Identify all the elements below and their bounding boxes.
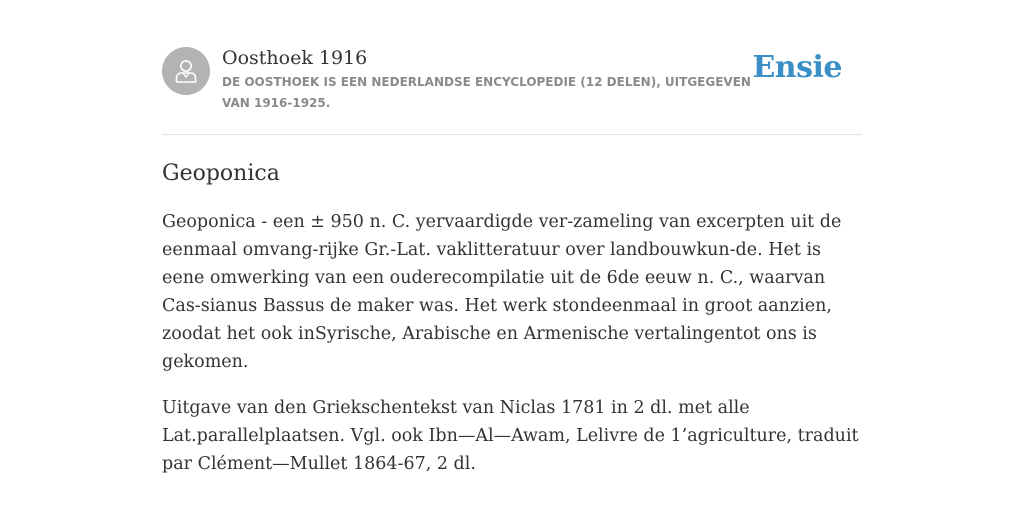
source-description: DE OOSTHOEK IS EEN NEDERLANDSE ENCYCLOPEDIE (12 DELEN), UITGEGEVEN VAN 1916-1925. (222, 75, 751, 110)
article-title: Geoponica (162, 161, 280, 186)
source-header (162, 44, 862, 135)
source-title[interactable]: Oosthoek 1916 (222, 47, 368, 69)
article-container (162, 44, 862, 478)
user-icon (173, 58, 199, 84)
article-paragraph-1: Geoponica - een ± 950 n. C. yervaardigde ver-zameling van excerpten uit de eenmaal omvang-rijke Gr.-Lat. vaklitteratuur over landbouwkun-de. Het is eene omwerking van een ouderecompilatie uit de 6de eeuw n. C., waarvan Cas-sianus Bassus de maker was. Het werk stondeenmaal in groot aanzien, zoodat het ook inSyrische, Arabische en Armenische vertalingentot ons is gekomen. (162, 212, 842, 372)
ensie-logo[interactable]: Ensie (752, 50, 842, 85)
source-avatar[interactable] (162, 47, 210, 95)
article-paragraph-2: Uitgave van den Griekschentekst van Niclas 1781 in 2 dl. met alle Lat.parallelplaatsen. Vgl. ook Ibn—Al—Awam, Lelivre de 1’agriculture, traduit par Clément—Mullet 1864-67, 2 dl. (162, 398, 859, 474)
